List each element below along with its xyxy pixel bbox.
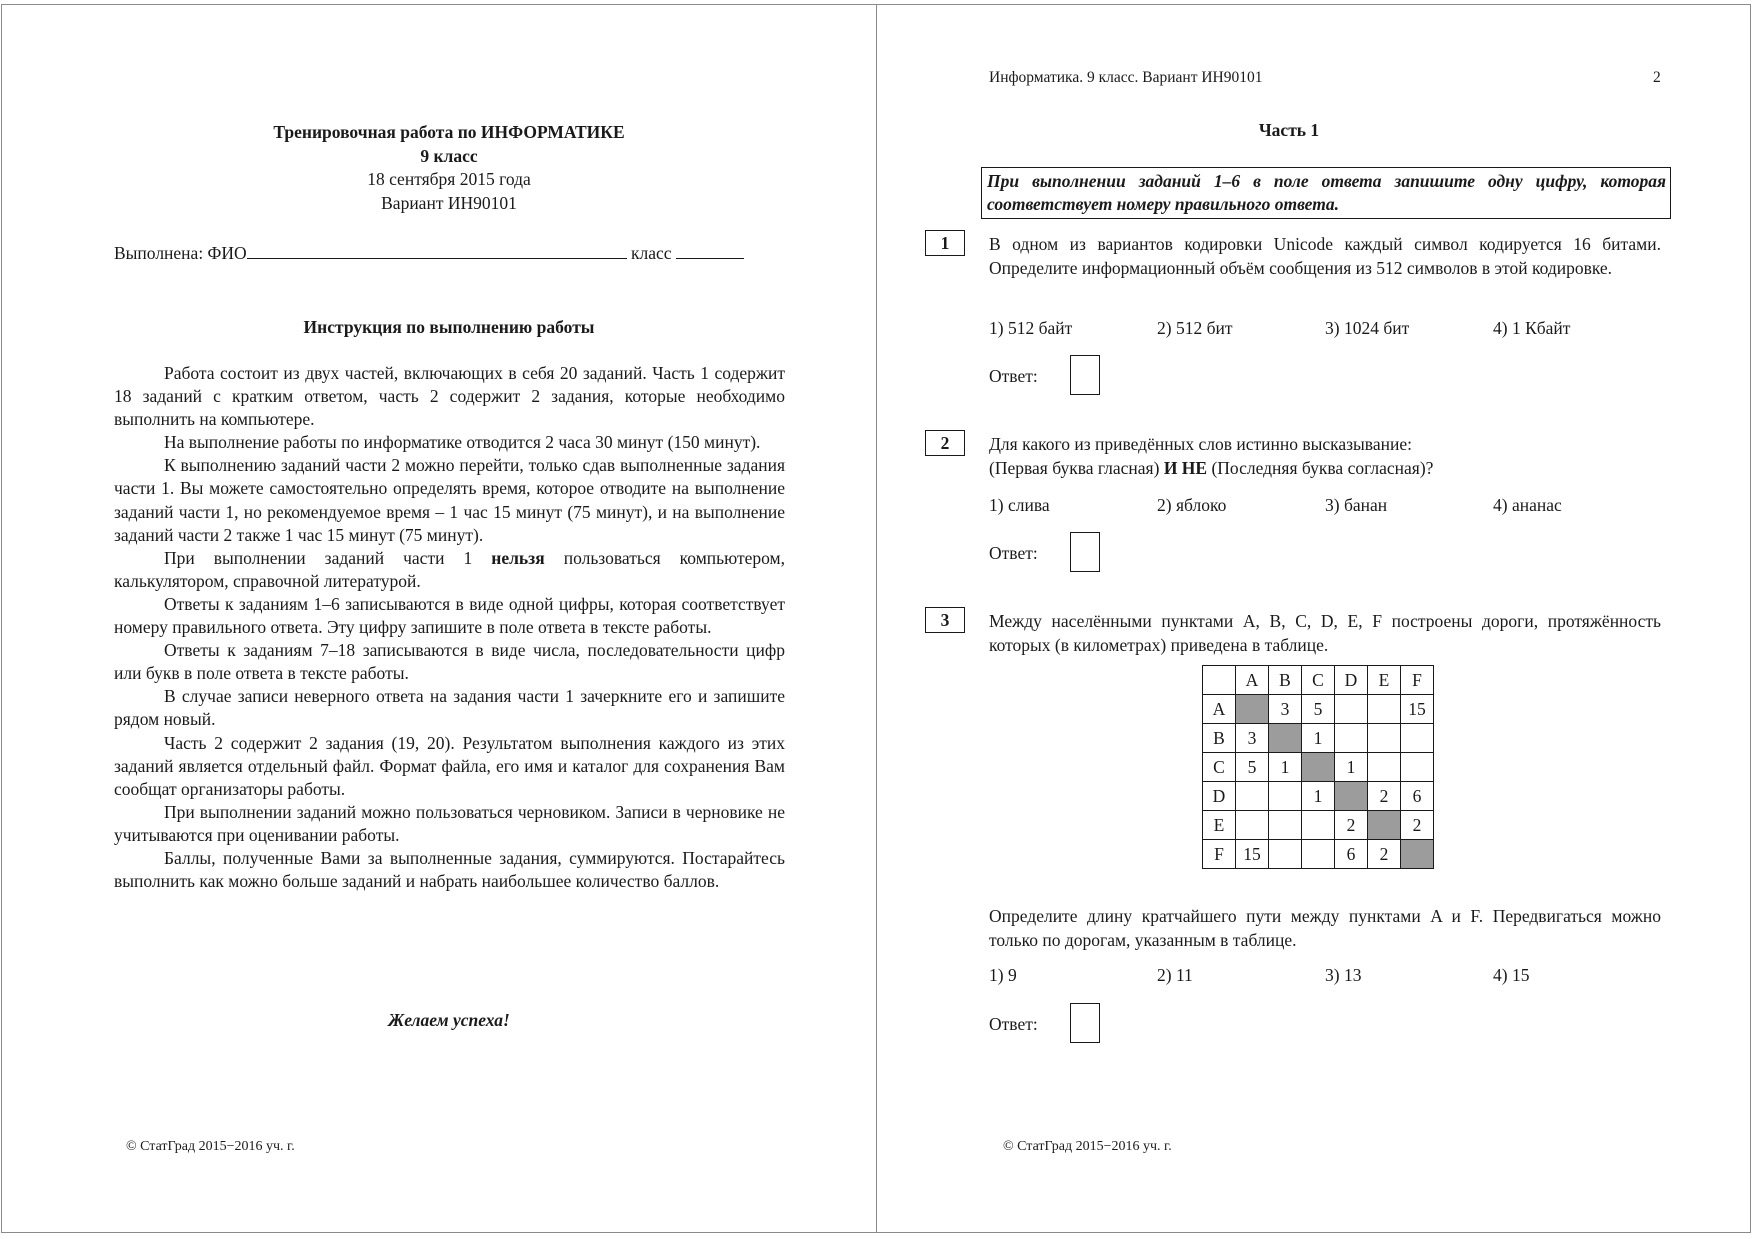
text-run: пользоваться компьютером, калькулятором, справочной литературой. xyxy=(114,547,785,591)
table-row xyxy=(1203,724,1434,753)
paragraph: На выполнение работы по информатике отводится 2 часа 30 минут (150 минут). xyxy=(164,432,761,453)
fio-label: Выполнена: ФИО xyxy=(114,243,247,263)
text-run: При выполнении заданий части 1 xyxy=(164,547,492,568)
table-cell: 2 xyxy=(1401,811,1434,840)
table-cell: 1 xyxy=(1302,724,1335,753)
option-4[interactable]: 4) 1 Кбайт xyxy=(1493,318,1571,338)
instructions-title: Инструкция по выполнению работы xyxy=(303,317,595,337)
table-row xyxy=(1203,782,1434,811)
option-3[interactable]: 3) 1024 бит xyxy=(1325,318,1410,338)
table-cell xyxy=(1269,782,1302,811)
table-cell: 2 xyxy=(1368,782,1401,811)
question-number-1: 1 xyxy=(925,230,965,256)
table-header-cell: F xyxy=(1401,666,1434,695)
table-header-cell: A xyxy=(1236,666,1269,695)
table-header-cell: C xyxy=(1302,666,1335,695)
answer-label-1: Ответ: xyxy=(989,366,1038,386)
table-cell: 3 xyxy=(1269,695,1302,724)
table-row-label: B xyxy=(1203,724,1236,753)
option-3[interactable]: 3) 13 xyxy=(1325,965,1362,985)
paragraph: В случае записи неверного ответа на задания части 1 зачеркните его и запишите рядом новый. xyxy=(114,686,785,730)
copyright-right: © СтатГрад 2015−2016 уч. г. xyxy=(1003,1139,1172,1154)
work-title: Тренировочная работа по ИНФОРМАТИКЕ xyxy=(273,122,625,142)
emphasis: нельзя xyxy=(491,547,545,568)
table-cell: 15 xyxy=(1236,840,1269,869)
answer-box-2[interactable] xyxy=(1070,532,1100,572)
table-diagonal-cell xyxy=(1401,840,1434,869)
text-run: (Последняя буква согласная)? xyxy=(1207,457,1434,478)
option-2[interactable]: 2) 512 бит xyxy=(1157,318,1233,338)
table-cell xyxy=(1401,724,1434,753)
answer-box-3[interactable] xyxy=(1070,1003,1100,1043)
wish-text: Желаем успеха! xyxy=(388,1010,510,1030)
table-header-row xyxy=(1203,666,1434,695)
paragraph: Ответы к заданиям 7–18 записываются в виде числа, последовательности цифр или букв в поле ответа в тексте работы. xyxy=(114,640,785,684)
table-row xyxy=(1203,695,1434,724)
right-page xyxy=(877,0,1754,1239)
running-header: Информатика. 9 класс. Вариант ИН90101 xyxy=(989,69,1263,86)
copyright-left: © СтатГрад 2015−2016 уч. г. xyxy=(126,1139,295,1154)
paragraph: При выполнении заданий можно пользоваться черновиком. Записи в черновике не учитываются при оценивании работы. xyxy=(114,801,785,845)
paragraph: Часть 2 содержит 2 задания (19, 20). Результатом выполнения каждого из этих заданий является отдельный файл. Формат файла, его имя и каталог для сохранения Вам сообщат организаторы работы. xyxy=(114,732,785,799)
operator-text: И НЕ xyxy=(1163,457,1208,478)
paragraph: Ответы к заданиям 1–6 записываются в виде одной цифры, которая соответствует номеру правильного ответа. Эту цифру запишите в поле ответа в тексте работы. xyxy=(114,593,785,638)
answer-box-1[interactable] xyxy=(1070,355,1100,395)
option-4[interactable]: 4) ананас xyxy=(1493,495,1562,515)
class-label: класс xyxy=(631,243,672,263)
table-cell xyxy=(1368,724,1401,753)
table-row-label: D xyxy=(1203,782,1236,811)
table-cell: 15 xyxy=(1401,695,1434,724)
table-cell xyxy=(1236,782,1269,811)
table-cell xyxy=(1335,724,1368,753)
paragraph: Баллы, полученные Вами за выполненные задания, суммируются. Постарайтесь выполнить как можно больше заданий и набрать наибольшее количество баллов. xyxy=(114,847,785,892)
date: 18 сентября 2015 года xyxy=(367,169,531,189)
table-cell: 3 xyxy=(1236,724,1269,753)
part-title: Часть 1 xyxy=(1258,120,1320,140)
question-number-3: 3 xyxy=(925,607,965,633)
table-row-label: C xyxy=(1203,753,1236,782)
table-row xyxy=(1203,840,1434,869)
table-cell: 5 xyxy=(1236,753,1269,782)
table-cell: 6 xyxy=(1335,840,1368,869)
option-4[interactable]: 4) 15 xyxy=(1493,965,1530,985)
table-cell xyxy=(1368,695,1401,724)
table-cell xyxy=(1236,811,1269,840)
signature-line xyxy=(114,242,814,264)
answer-label-2: Ответ: xyxy=(989,543,1038,563)
question-2-text xyxy=(989,433,1661,480)
option-2[interactable]: 2) яблоко xyxy=(1157,495,1227,515)
table-cell xyxy=(1302,840,1335,869)
class-blank xyxy=(676,242,744,259)
table-cell: 5 xyxy=(1302,695,1335,724)
question-3-question: Определите длину кратчайшего пути между пунктами A и F. Передвигаться можно только по дорогам, указанным в таблице. xyxy=(989,906,1661,950)
table-cell xyxy=(1335,695,1368,724)
question-3-text: Между населёнными пунктами A, B, C, D, E, F построены дороги, протяжённость которых (в километрах) приведена в таблице. xyxy=(989,611,1661,655)
instruction-note: При выполнении заданий 1–6 в поле ответа запишите одну цифру, которая соответствует номеру правильного ответа. xyxy=(981,167,1671,219)
table-cell: 1 xyxy=(1335,753,1368,782)
table-diagonal-cell xyxy=(1236,695,1269,724)
table-row xyxy=(1203,753,1434,782)
table-cell: 2 xyxy=(1335,811,1368,840)
table-cell xyxy=(1269,840,1302,869)
option-1[interactable]: 1) слива xyxy=(989,495,1050,515)
option-2[interactable]: 2) 11 xyxy=(1157,965,1193,985)
option-1[interactable]: 1) 512 байт xyxy=(989,318,1073,338)
paragraph: Работа состоит из двух частей, включающих в себя 20 заданий. Часть 1 содержит 18 заданий с кратким ответом, часть 2 содержит 2 задания, которые необходимо выполнить на компьютере. xyxy=(114,363,785,430)
table-diagonal-cell xyxy=(1368,811,1401,840)
table-diagonal-cell xyxy=(1269,724,1302,753)
question-number-2: 2 xyxy=(925,430,965,456)
page-number: 2 xyxy=(1653,69,1661,86)
table-row xyxy=(1203,811,1434,840)
table-cell xyxy=(1368,753,1401,782)
table-diagonal-cell xyxy=(1335,782,1368,811)
table-cell xyxy=(1269,811,1302,840)
question-1-text: В одном из вариантов кодировки Unicode каждый символ кодируется 16 битами. Определите информационный объём сообщения из 512 символов в этой кодировке. xyxy=(989,234,1661,278)
paragraph-computer xyxy=(114,547,785,593)
option-3[interactable]: 3) банан xyxy=(1325,495,1388,515)
distance-table xyxy=(1202,665,1434,869)
table-diagonal-cell xyxy=(1302,753,1335,782)
variant: Вариант ИН90101 xyxy=(381,192,517,213)
table-cell: 1 xyxy=(1269,753,1302,782)
table-cell xyxy=(1401,753,1434,782)
table-header-cell: B xyxy=(1269,666,1302,695)
paragraph: К выполнению заданий части 2 можно перейти, только сдав выполненные задания части 1. Вы можете самостоятельно определять время, которое отводите на выполнение заданий части 1, но рекомендуемое время – 1 час 15 минут (75 минут), и на выполнение заданий части 2 также 1 час 15 минут (75 минут). xyxy=(114,455,785,545)
table-row-label: A xyxy=(1203,695,1236,724)
fio-blank xyxy=(247,242,627,259)
instructions-body xyxy=(114,362,785,893)
question-2-line1: Для какого из приведённых слов истинно высказывание: xyxy=(989,434,1412,454)
text-run: (Первая буква гласная) xyxy=(989,457,1164,478)
table-header-cell: D xyxy=(1335,666,1368,695)
option-1[interactable]: 1) 9 xyxy=(989,965,1017,985)
table-row-label: F xyxy=(1203,840,1236,869)
table-cell xyxy=(1302,811,1335,840)
grade: 9 класс xyxy=(420,145,478,166)
table-cell: 2 xyxy=(1368,840,1401,869)
question-2-line2 xyxy=(989,457,1661,481)
table-row-label: E xyxy=(1203,811,1236,840)
table-cell: 1 xyxy=(1302,782,1335,811)
table-header-cell: E xyxy=(1368,666,1401,695)
title-block xyxy=(114,121,784,215)
answer-label-3: Ответ: xyxy=(989,1014,1038,1034)
table-cell: 6 xyxy=(1401,782,1434,811)
table-corner-cell xyxy=(1203,666,1236,695)
